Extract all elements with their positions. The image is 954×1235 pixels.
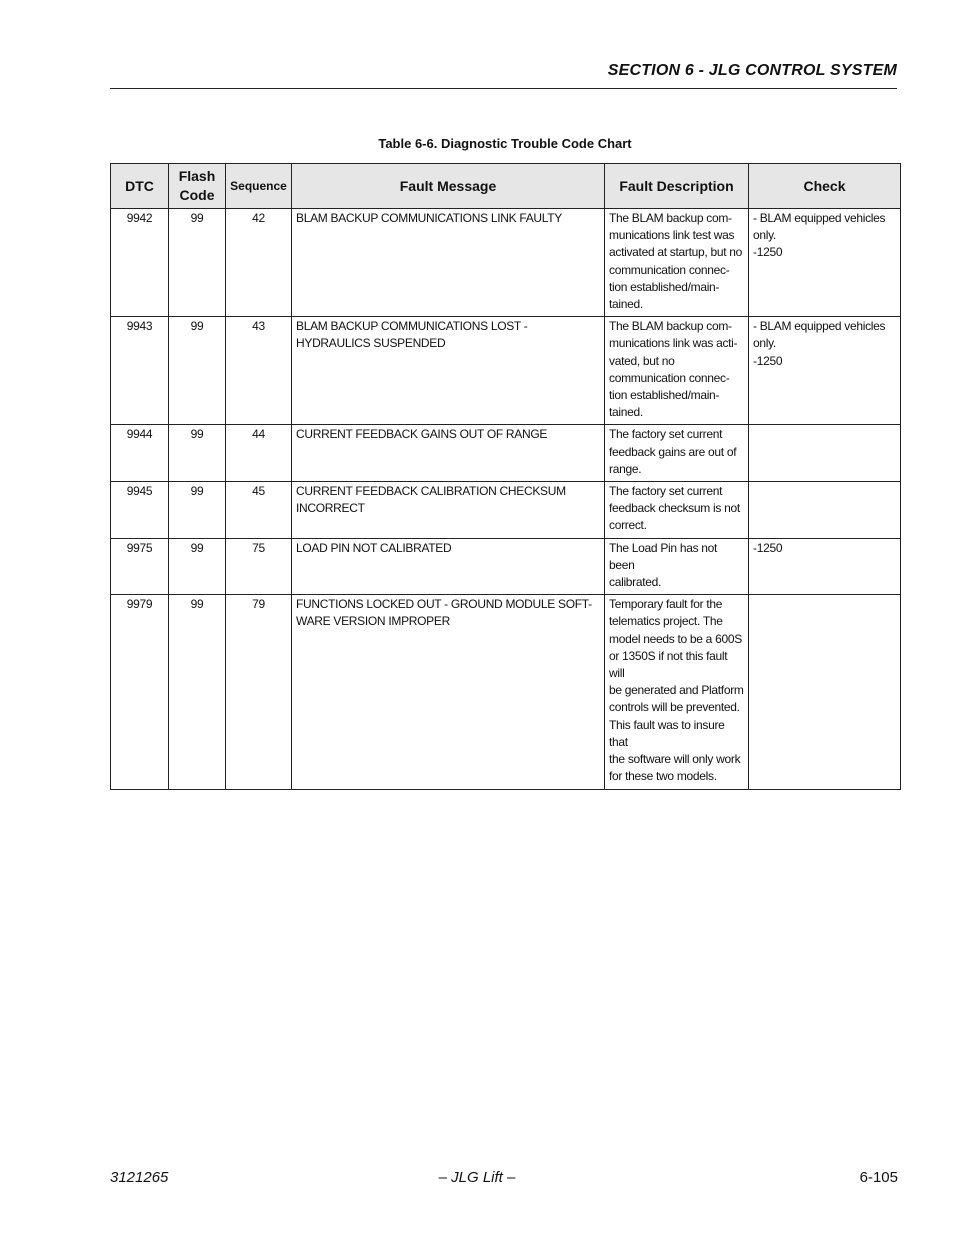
sequence-cell: 45: [226, 482, 292, 539]
fault-message-cell: FUNCTIONS LOCKED OUT - GROUND MODULE SOFT-WARE VERSION IMPROPER: [292, 595, 605, 789]
table-title: Table 6-6. Diagnostic Trouble Code Chart: [378, 136, 632, 151]
sequence-cell: 75: [226, 538, 292, 595]
dtc-cell: 9942: [111, 209, 169, 317]
fault-description-cell: The Load Pin has not been calibrated.: [605, 538, 749, 595]
fault-description-cell: Temporary fault for the telematics project. The model needs to be a 600S or 1350S if not this fault will be generated and Platform controls will be prevented. This fault was to insure that the software will only work for these two models.: [605, 595, 749, 789]
flash-code-cell: 99: [169, 209, 226, 317]
page-number: 6-105: [859, 1169, 898, 1186]
document-number: 3121265: [110, 1169, 169, 1186]
column-header-check: Check: [749, 164, 901, 209]
column-header-fault-message: Fault Message: [292, 164, 605, 209]
footer-brand: – JLG Lift –: [438, 1169, 516, 1186]
dtc-cell: 9943: [111, 317, 169, 425]
check-cell: - BLAM equipped vehicles only. -1250: [749, 209, 901, 317]
fault-description-cell: The BLAM backup com- munications link test was activated at startup, but no communication connec- tion established/main- tained.: [605, 209, 749, 317]
flash-code-cell: 99: [169, 425, 226, 482]
header-divider: [110, 88, 897, 89]
column-header-flash-code: Flash Code: [169, 164, 226, 209]
section-title: SECTION 6 - JLG CONTROL SYSTEM: [607, 62, 897, 79]
fault-message-cell: CURRENT FEEDBACK GAINS OUT OF RANGE: [292, 425, 605, 482]
check-cell: [749, 595, 901, 789]
fault-message-cell: BLAM BACKUP COMMUNICATIONS LINK FAULTY: [292, 209, 605, 317]
dtc-cell: 9979: [111, 595, 169, 789]
dtc-cell: 9944: [111, 425, 169, 482]
dtc-cell: 9945: [111, 482, 169, 539]
dtc-cell: 9975: [111, 538, 169, 595]
sequence-cell: 44: [226, 425, 292, 482]
flash-code-cell: 99: [169, 595, 226, 789]
check-cell: -1250: [749, 538, 901, 595]
flash-code-cell: 99: [169, 538, 226, 595]
fault-message-cell: LOAD PIN NOT CALIBRATED: [292, 538, 605, 595]
flash-code-cell: 99: [169, 482, 226, 539]
table-row: [111, 209, 901, 317]
table-row: [111, 595, 901, 789]
column-header-dtc: DTC: [111, 164, 169, 209]
sequence-cell: 42: [226, 209, 292, 317]
check-cell: - BLAM equipped vehicles only. -1250: [749, 317, 901, 425]
sequence-cell: 79: [226, 595, 292, 789]
table-row: [111, 425, 901, 482]
fault-description-cell: The factory set current feedback gains are out of range.: [605, 425, 749, 482]
check-cell: [749, 425, 901, 482]
column-header-fault-description: Fault Description: [605, 164, 749, 209]
flash-code-cell: 99: [169, 317, 226, 425]
fault-message-cell: BLAM BACKUP COMMUNICATIONS LOST - HYDRAULICS SUSPENDED: [292, 317, 605, 425]
fault-message-cell: CURRENT FEEDBACK CALIBRATION CHECKSUM INCORRECT: [292, 482, 605, 539]
fault-description-cell: The BLAM backup com- munications link was acti- vated, but no communication connec- tion established/main- tained.: [605, 317, 749, 425]
table-row: [111, 317, 901, 425]
table-row: [111, 482, 901, 539]
fault-description-cell: The factory set current feedback checksum is not correct.: [605, 482, 749, 539]
table-row: [111, 538, 901, 595]
table-header-row: [111, 164, 901, 209]
column-header-sequence: Sequence: [226, 164, 292, 209]
check-cell: [749, 482, 901, 539]
diagnostic-trouble-code-table: [110, 163, 901, 790]
sequence-cell: 43: [226, 317, 292, 425]
